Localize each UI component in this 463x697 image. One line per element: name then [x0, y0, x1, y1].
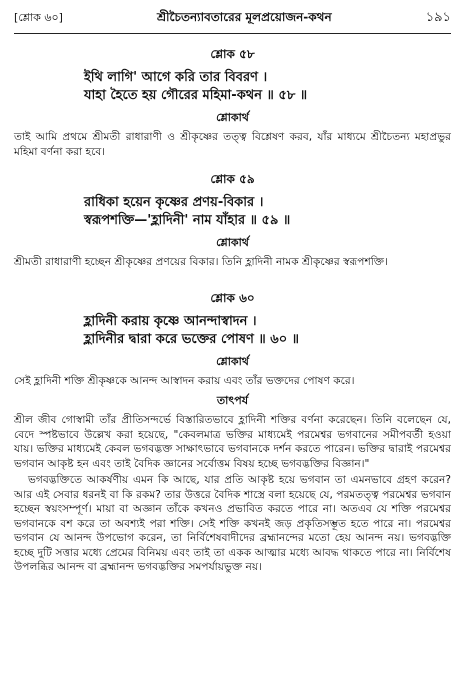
page-number: ১৯১: [425, 10, 451, 25]
header-verse-ref: [শ্লোক ৬০]: [14, 11, 63, 24]
verse-line: রাধিকা হয়েন কৃষ্ণের প্রণয়-বিকার ।: [84, 195, 264, 210]
sloka-heading: শ্লোক ৬০: [210, 290, 255, 305]
section-sloka-58: [14, 46, 451, 159]
translation-label: শ্লোকার্থ: [216, 354, 249, 368]
header-chapter-title: শ্রীচৈতন্যাবতারের মূলপ্রয়োজন-কথন: [156, 10, 332, 24]
sloka-heading: শ্লোক ৫৮: [210, 47, 255, 61]
translation-label: শ্লোকার্থ: [216, 111, 249, 124]
verse-line: স্বরূপশক্তি—'হ্লাদিনী' নাম যাঁহার ॥ ৫৯ ॥: [84, 213, 291, 228]
running-header: [14, 8, 451, 34]
verse-line: হ্লাদিনীর দ্বারা করে ভক্তের পোষণ ॥ ৬০ ॥: [84, 331, 300, 347]
translation-text: শ্রীমতী রাধারাণী হচ্ছেন শ্রীকৃষ্ণের প্রণয়ের বিকার। তিনি হ্লাদিনী নামক শ্রীকৃষ্ণের স্বরূপশক্তি।: [14, 256, 388, 268]
sloka-heading: শ্লোক ৫৯: [210, 172, 255, 186]
verse-line: হ্লাদিনী করায় কৃষ্ণে আনন্দাস্বাদন ।: [84, 313, 257, 329]
purport-label: তাৎপর্য: [216, 394, 249, 407]
section-sloka-60: [14, 290, 451, 575]
translation-text: সেই হ্লাদিনী শক্তি শ্রীকৃষ্ণকে আনন্দ আস্বাদন করায় এবং তাঁর ভক্তদের পোষণ করে।: [14, 374, 355, 387]
verse-line: ইথি লাগি' আগে করি তার বিবরণ ।: [84, 70, 268, 85]
verse-line: যাহা হৈতে হয় গৌরের মহিমা-কথন ॥ ৫৮ ॥: [84, 88, 308, 103]
purport-paragraph: ভগবদ্ভক্তিতে আকর্ষণীয় এমন কি আছে, যার প্রতি আকৃষ্ট হয়ে ভগবান তা এমনভাবে গ্রহণ করেন? আর এই সেবার ধরনই বা কি রকম? তার উত্তরে বৈদিক শাস্ত্রে বলা হয়েছে যে, পরমতত্ত্ব পরমেশ্বর ভগবান হচ্ছেন স্বয়ংসম্পূর্ণ। মায়া বা অজ্ঞান তাঁকে কখনও প্রভাবিত করতে পারে না। অতএব যে শক্তি পরমেশ্বর ভগবানকে বশ করে তা অবশ্যই পরা শক্তি। সেই শক্তি কখনই জড় প্রকৃতিসম্ভূত হতে পারে না। পরমেশ্বর ভগবান যে আনন্দ উপভোগ করেন, তা নির্বিশেষবাদীদের ব্রহ্মানন্দের মতো হেয় আনন্দ নয়। ভগবদ্ভক্তি হচ্ছে দুটি সত্তার মধ্যে প্রেমের বিনিময় এবং তাই তা একক আত্মার মধ্যে আবদ্ধ থাকতে পারে না। নির্বিশেষ উপলব্ধির আনন্দ বা ব্রহ্মানন্দ ভগবদ্ভক্তির সমপর্যায়ভুক্ত নয়।: [14, 474, 451, 573]
translation-label: শ্লোকার্থ: [216, 236, 249, 249]
purport-paragraph: শ্রীল জীব গোস্বামী তাঁর প্রীতিসন্দর্ভে বিস্তারিতভাবে হ্লাদিনী শক্তির বর্ণনা করেছেন। তিনি বলেছেন যে, বেদে স্পষ্টভাবে উল্লেখ করা হয়েছে, "কেবলমাত্র ভক্তির মাধ্যমেই পরমেশ্বর ভগবানের সমীপবর্তী হওয়া যায়। ভক্তির মাধ্যমেই কেবল ভগবদ্ভক্ত সাক্ষাৎভাবে ভগবানকে দর্শন করতে পারেন। ভক্তির দ্বারাই পরমেশ্বর ভগবান আকৃষ্ট হন এবং তাই বৈদিক জ্ঞানের সর্বোত্তম বিষয় হচ্ছে ভগবদ্ভক্তির বিজ্ঞান।": [14, 414, 451, 470]
section-sloka-59: [14, 171, 451, 270]
translation-text: তাই আমি প্রথমে শ্রীমতী রাধারাণী ও শ্রীকৃষ্ণের তত্ত্ব বিশ্লেষণ করব, যাঁর মাধ্যমে শ্রীচৈতন্য মহাপ্রভুর মহিমা বর্ণনা করা হবে।: [14, 131, 451, 158]
